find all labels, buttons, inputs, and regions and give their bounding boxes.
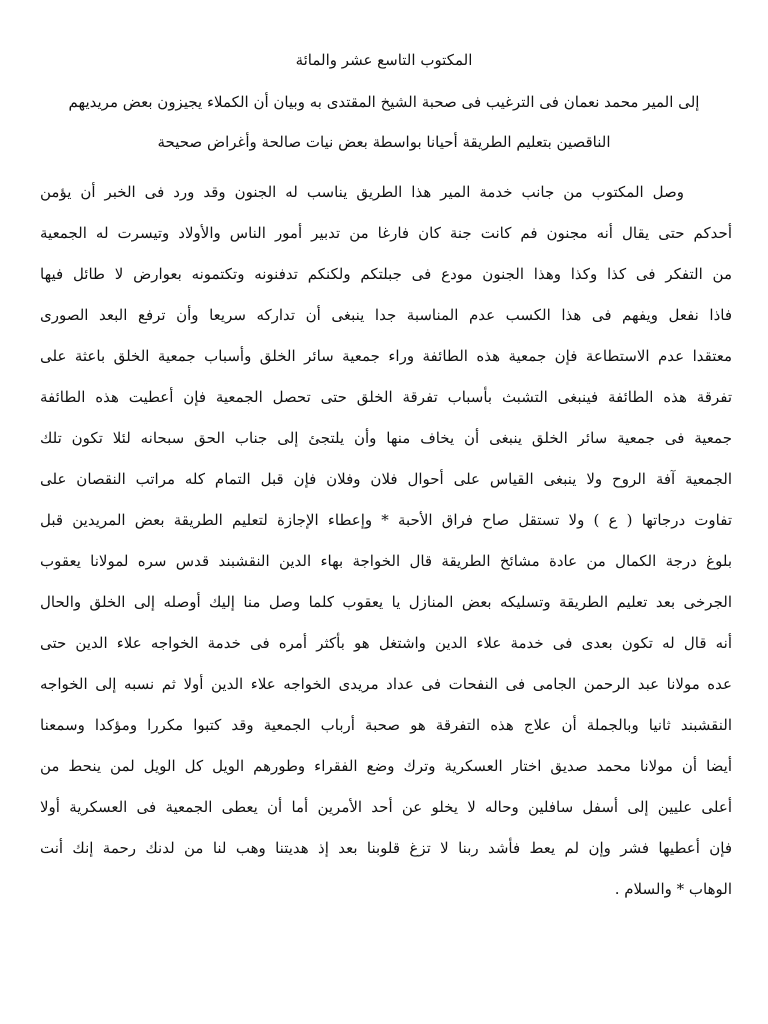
body-line: فإن أعطيها فشر وإن لم يعط فأشد ربنا لا تزغ قلوبنا بعد إذ هديتنا وهب لنا من لدنك رحمة إنك أنت [40,839,732,857]
body-line: بلوغ درجة الكمال من عادة مشائخ الطريقة قال الخواجة بهاء الدين النقشبند قدس سره لمولانا يعقوب [40,552,732,570]
body-line: الوهاب * والسلام . [614,880,732,898]
body-line: أعلى عليين إلى أسفل سافلين وحاله لا يخلو عن أحد الأمرين أما أن يعطى الجمعية فى العسكرية أولا [40,798,732,816]
letter-title: المكتوب التاسع عشر والمائة [295,51,473,69]
body-line: من التفكر فى كذا وكذا وهذا الجنون مودع فى جبلتكم ولكنكم تدفنونه وتكتمونه بعوارض لا طائل فيها [40,265,732,283]
body-line: تفاوت درجاتها ( ع ) ولا تستقل صاح فراق الأحبة * وإعطاء الإجازة لتعليم الطريقة بعض المريدين قبل [40,511,732,529]
body-line: أنه قال له تكون بعدى فى خدمة علاء الدين واشتغل هو بأكثر أمره فى خدمة الخواجه علاء الدين حتى [40,634,732,652]
letter-body [40,172,732,910]
body-line: وصل المكتوب من جانب خدمة المير هذا الطريق يناسب له الجنون وقد ورد فى الخبر أن يؤمن [40,183,684,201]
body-line: فاذا نفعل ويفهم فى هذا الكسب عدم المناسبة جدا ينبغى أن تداركه سريعا وأن ترفع البعد الصورى [40,306,732,324]
body-line: أحدكم حتى يقال أنه مجنون فم كانت جنة كان فارغا من تدبير أمور الناس والأولاد وتيسرت له الجمعية [40,224,732,242]
body-line: النقشبند ثانيا وبالجملة أن علاج هذه التفرقة هو صحبة أرباب الجمعية وقد كتبوا مكررا ومؤكدا وسمعنا [40,716,732,734]
body-line: جمعية فى جمعية سائر الخلق ينبغى أن يخاف منها وأن يلتجئ إلى جناب الحق سبحانه لئلا تكون تلك [40,429,732,447]
body-line: أيضا أن مولانا محمد صديق اختار العسكرية وترك وضع الفقراء وطورهم الويل كل الويل لمن ينحط من [40,757,732,775]
body-line: عده مولانا عبد الرحمن الجامى فى النفحات فى عداد مريدى الخواجه علاء الدين أولا ثم نسبه إلى الخواجه [40,675,732,693]
body-line: معتقدا عدم الاستطاعة فإن جمعية هذه الطائفة وراء جمعية سائر الخلق وأسباب جمعية الخلق باعثة على [40,347,732,365]
body-line: الجمعية آفة الروح ولا ينبغى القياس على أحوال فلان وفلان فإن قبل التمام كله مراتب النقصان على [40,470,732,488]
letter-subtitle-line-1: إلى المير محمد نعمان فى الترغيب فى صحبة الشيخ المقتدى به وبيان أن الكملاء يجيزون بعض مريديهم [68,93,700,111]
letter-subtitle-line-2: الناقصين بتعليم الطريقة أحيانا بواسطة بعض نيات صالحة وأغراض صحيحة [157,133,611,151]
body-line: تفرقة هذه الطائفة فينبغى التشبث بأسباب تفرقة الخلق حتى تحصل الجمعية فإن أعطيت هذه الطائفة [40,388,732,406]
body-line: الجرخى بعد تعليم الطريقة وتسليكه بعض المنازل يا يعقوب كلما وصل منا إليك أوصله إلى الخلق والحال [40,593,732,611]
